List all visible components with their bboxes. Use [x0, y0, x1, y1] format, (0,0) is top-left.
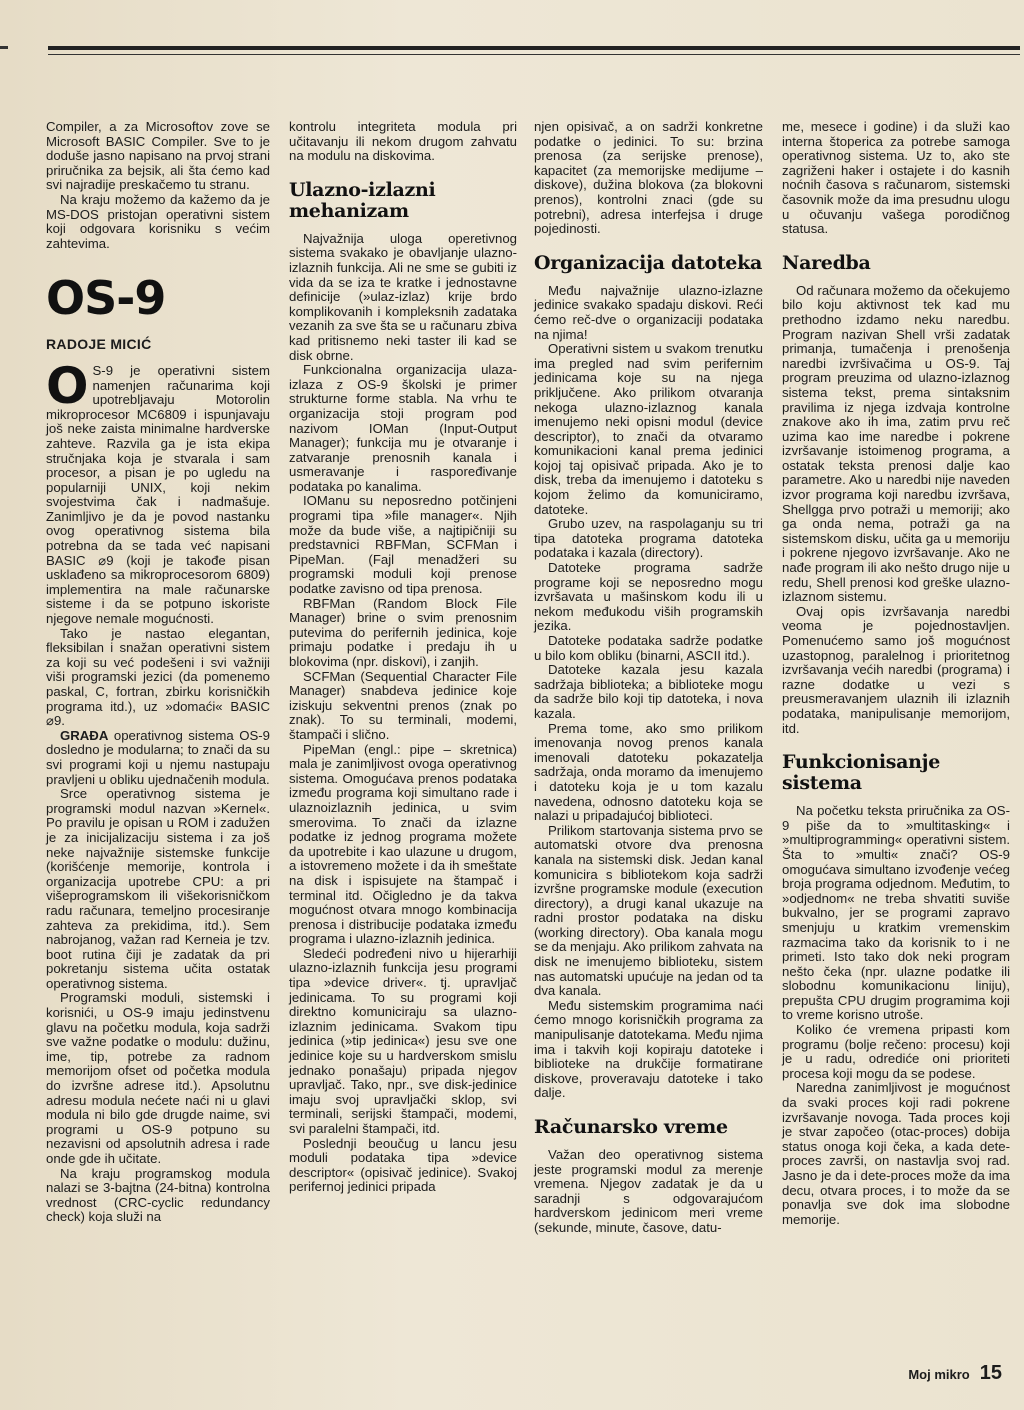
section-heading: Naredba — [782, 251, 871, 274]
header-rule-thin — [48, 54, 1020, 55]
paragraph: Datoteke kazala jesu kazala sadržaja biblioteka; a biblioteke mogu da sadrže bilo koji tip datoteka, i nova kazala. — [534, 662, 763, 721]
paragraph: me, mesece i godine) i da služi kao interna štoperica za potrebe samoga operativnog sistema. Uz to, ako ste zagriženi haker i ostajete i do kasnih noćnih časova s računarom, sistemski časovnik može da ima presudnu ulogu u očuvanju vašega porodičnog statusa. — [782, 119, 1010, 237]
paragraph: Koliko će vremena pripasti kom programu (bolje rečeno: procesu) koji je u radu, odrediće oni prioriteti procesa koji mogu da se podese. — [782, 1022, 1010, 1081]
paragraph: Compiler, a za Microsoftov zove se Microsoft BASIC Compiler. Sve to je doduše jasno napisano na prvoj strani priručnika za bejsik, ali šta ćemo kad svi najradije preskačemo tu stranu. — [46, 119, 270, 193]
paragraph: Sledeći podređeni nivo u hijerarhiji ulazno-izlaznih funkcija jesu programi tipa »device driver«. tj. upravljač jedinicama. To su programi koji direktno komuniciraju sa ulazno-izlaznim jedinicama. Svakom tipu jedinica (»tip jedinica«) jesu sve one jedinice koje su u hardverskom smislu jednako ponašaju) pripada njegov upravljač. Tako, npr., sve disk-jedinice imaju svoj upravljački sklop, svi terminali, serijski štampači, modemi, svi paralelni štampači, itd. — [289, 945, 517, 1136]
paragraph: Ovaj opis izvršavanja naredbi veoma je pojednostavljen. Pomenućemo samo još mogućnost uzastopnog, paralelnog i prioritetnog izvršavanja većih naredbi (programa) i razne dodatke u vezi s preusmeravanjem ulaznih ili izlaznih podataka, manipulisanje memorijom, itd. — [782, 603, 1010, 736]
section-heading: Računarsko vreme — [534, 1116, 728, 1138]
section-heading: Funkcionisanje sistema — [782, 751, 941, 795]
paragraph: PipeMan (engl.: pipe – skretnica) mala je zanimljivost ovoga operativnog sistema. Omogućava prenos podataka između programa koji simultano rade i ulaznoizlaznih jedinica, u svim smerovima. To znači da izlazne podatke iz jednog programa možete da upotrebite i kao ulazune u drugom, a istovremeno možete i da ih smeštate na disk i ispisujete na štampač i terminal itd. Očigledno je da takva mogućnost otvara mnogo kombinacija prenosa i distribucije podataka između programa i ulazno-izlaznih jedinica. — [289, 741, 517, 947]
paragraph: Važan deo operativnog sistema jeste programski modul za merenje vremena. Njegov zadatak je da u saradnji s odgovarajućom hardverskom jedinicom meri vreme (sekunde, minute, časove, datu- — [534, 1147, 763, 1235]
paragraph: Od računara možemo da očekujemo bilo koju aktivnost tek kad mu prethodno izdamo neku naredbu. Program nazivan Shell vrši zadatak primanja, tumačenja i prenošenja naredbi izvršivačima u OS-9. Taj program preuzima od ulazno-izlaznog sistema tekst, prema sintaksnim pravilima iz njega izdvaja kontrolne znakove ako ih ima, zatim prvu reč uzima kao ime naredbe i pokrene izvršavanje istoimenog programa, a ostatak teksta prenosi dalje kao parametre. Ako u naredbi nije naveden izvor programa koji naredbu izvršava, Shellgga prvo potraži u memoriji; ako ga onda nema, potraži ga na sistemskom disku, učita ga u memoriju i pokrene njegovo izvršavanje. Ako ne nađe program ili ako nešto drugo nije u redu, Shell prenosi kod greške ulazno-izlaznom sistemu. — [782, 282, 1010, 605]
drop-cap: O — [46, 356, 89, 415]
paragraph: Programski moduli, sistemski i korisnići, u OS-9 imaju jedinstvenu glavu na početku modula, koja sadrži sve važne podatke o modulu: dužinu, ime, tip, potrebe za radnom memorijom ofset od početka modula do izvršne adrese itd.). Apsolutnu adresu modula nećete naći ni u glavi modula ni bilo gde drugde naime, svi programi u OS-9 potpuno su nezavisni od apsolutnih adresa i rade onde gde ih učitate. — [46, 990, 270, 1166]
paragraph: njen opisivač, a on sadrži konkretne podatke o jedinici. To su: brzina prenosa (za serijske prenose), kapacitet (za memorijske medijume – diskove), dužina blokova (za blokovni prenos), kontrolni znaci (gde su potrebni), adresa interfejsa i druge pojedinosti. — [534, 119, 763, 237]
paragraph: Prema tome, ako smo prilikom imenovanja novog prenos kanala imenovali datoteku pokazatelja sadržaja, onda moramo da imenujemo i datoteku koja je u tom kazalu navedena, odnosno datoteku koja se nalazi u pripadajućoj biblioteci. — [534, 720, 763, 824]
paragraph: Među sistemskim programima naći ćemo mnogo korisničkih programa za manipulisanje datotekama. Među njima ima i takvih koji kopiraju datoteke i biblioteke na drukčije formatirane diskove, proveravaju datoteke i tako dalje. — [534, 997, 763, 1101]
column-1 — [46, 120, 270, 1225]
paragraph: Grubo uzev, na raspolaganju su tri tipa datoteka programa datoteka podataka i kazala (directory). — [534, 516, 763, 561]
paragraph: Najvažnija uloga operetivnog sistema svakako je obavljanje ulazno-izlaznih funkcija. Ali ne sme se gubiti iz vida da se iza te kratke i jednostavne definicije (»ulaz-izlaz) krije brdo komplikovanih i kompleksnih zadataka vezanih za sve šta se u računaru zbiva kad pritisnemo neki taster ili kad se disk obrne. — [289, 230, 517, 363]
paragraph: SCFMan (Sequential Character File Manager) snabdeva jedinice koje iziskuju sekventni prenos (znak po znak). To su terminali, modemi, štampači i slično. — [289, 668, 517, 742]
paragraph-text: S-9 je operativni sistem namenjen računarima koji upotrebljavaju Motorolin mikroprocesor MC6809 i ispunjavaju još neke zaista minimalne hardverske zahteve. Razvila ga je ista ekipa stručnjaka koja je stvarala i sam procesor, a pisan je po ugledu na popularniji UNIX, koji nekim svojestvima čak i nadmašuje. Zanimljivo je da je povod nastanku ovog operativnog sistema bila potrebna da se tada već napisani BASIC ⌀9 (koji je takođe pisan usklađeno sa mikroprocesorom 6809) implementira na male računarske sisteme i da se potpuno iskoriste njegove nemale mogućnosti. — [46, 362, 270, 627]
paragraph: kontrolu integriteta modula pri učitavanju ili nekom drugom zahvatu na modulu na diskovima. — [289, 119, 517, 164]
lead-paragraph — [46, 356, 270, 627]
paragraph: Među najvažnije ulazno-izlazne jedinice svakako spadaju diskovi. Reći ćemo reč-dve o organizaciji podataka na njima! — [534, 282, 763, 342]
paragraph: Tako je nastao elegantan, fleksibilan i snažan operativni sistem za koji su već podešeni i svi važniji viši programski jezici (da pomenemo paskal, C, fortran, zbirku korisničkih programa itd.), uz »domaći« BASIC ⌀9. — [46, 625, 270, 729]
paragraph: Poslednji beoučug u lancu jesu moduli podataka tipa »device descriptor« (opisivač jedinice). Svakoj perifernoj jedinici pripada — [289, 1135, 517, 1195]
magazine-name: Moj mikro — [908, 1367, 970, 1382]
page-number: 15 — [979, 1362, 1002, 1384]
section-lead: GRAĐA — [60, 727, 109, 743]
page-footer — [908, 1362, 1002, 1385]
column-4 — [782, 120, 1010, 1227]
author-byline: RADOJE MICIĆ — [46, 336, 152, 353]
paragraph: Na kraju možemo da kažemo da je MS-DOS pristojan operativni sistem koji odgovara korisniku s većim zahtevima. — [46, 191, 270, 251]
paragraph-text: operativnog sistema OS-9 dosledno je modularna; to znači da su svi programi koji u njemu nastupaju pravljeni u obliku ujednačenih modula. — [46, 727, 270, 787]
paragraph: Datoteke podataka sadrže podatke u bilo kom obliku (binarni, ASCII itd.). — [534, 633, 763, 663]
section-heading: Organizacija datoteka — [534, 251, 762, 274]
paragraph: Datoteke programa sadrže programe koji se neposredno mogu izvršavata u mašinskom kodu ili u nekom međukodu viših programskih jezika. — [534, 560, 763, 634]
paragraph: Operativni sistem u svakom trenutku ima pregled nad svim perifernim jedinicama koje su na njega priključene. Ako prilikom otvaranja nekoga ulazno-izlaznog kanala imenujemo neki opisni modul (device descriptor), to znači da otvaramo komunikacioni kanal prema jedinici kojoj taj opisivač pripada. Ako je to disk, treba da imenujemo i datoteku s kojom želimo da komuniciramo, datoteke. — [534, 341, 763, 517]
paragraph: Srce operativnog sistema je programski modul nazvan »Kernel«. Po pravilu je opisan u ROM i zadužen je za inicijalizaciju sistema i za još neke najvažnije sistemske funkcije (korišćenje memorije, kontrola i organizacija upotrebe CPU: a pri višeprogramskom ili višekorisničkom radu računara, temeljno procesiranje zahteva za prekidima, itd.). Sem nabrojanog, važan rad Kerneia je tzv. boot rutina čiji je zadatak da pri pokretanju sistema učita ostatak operativnog sistema. — [46, 786, 270, 991]
paragraph: Funkcionalna organizacija ulaza-izlaza z OS-9 školski je primer strukturne forme stabla. Na vrhu te organizacija stoji program pod nazivom IOMan (Input-Output Manager); funkcija mu je otvaranje i zatvaranje prenosnih kanala i usmeravanje i raspoređivanje podataka po kanalima. — [289, 362, 517, 494]
section-heading: Ulazno-izlazni mehanizam — [289, 178, 436, 222]
header-rule — [48, 46, 1020, 50]
column-2 — [289, 120, 517, 1195]
article-title: OS-9 — [46, 271, 166, 326]
paragraph: Na kraju programskog modula nalazi se 3-bajtna (24-bitna) kontrolna vrednost (CRC-cyclic redundancy check) koja služi na — [46, 1165, 270, 1225]
paragraph: RBFMan (Random Block File Manager) brine o svim prenosnim putevima do perifernih jedinica, koje primaju podatke i predaju ih u blokovima (npr. diskovi), i zanjih. — [289, 595, 517, 669]
paragraph — [46, 729, 270, 787]
paragraph: Naredna zanimljivost je mogućnost da svaki proces koji radi pokrene izvršavanje novoga. Tada proces koji je stvar započeo (otac-proces) dobija status onoga koji čeka, a kada dete-proces završi, on nastavlja svoj rad. Jasno je da i dete-proces može da ima decu, otvara proces, i to može da se ponavlja sve dok ima slobodne memorije. — [782, 1080, 1010, 1227]
column-3 — [534, 120, 763, 1236]
paragraph: IOManu su neposredno potčinjeni programi tipa »file manager«. Njih može da bude više, a najtipičniji su predstavnici RBFMan, SCFMan i PipeMan. (Fajl menadžeri su programski moduli koji prenose podatke zavisno od tipa prenosa. — [289, 493, 517, 597]
paragraph: Prilikom startovanja sistema prvo se automatski otvore dva prenosna kanala na sistemski disk. Jedan kanal komunicira s bibliotekom koja sadrži izvršne programske module (execution directory), a drugi kanal ukazuje na radni prostor podataka na disku (working directory). Oba kanala mogu se da menjaju. Ako prilikom zahvata na disk ne imenujemo biblioteku, sistem nas automatski upućuje na jedan od ta dva kanala. — [534, 822, 763, 999]
edge-mark — [0, 46, 8, 49]
paragraph: Na početku teksta priručnika za OS-9 piše da to »multitasking« i »multiprogramming« operativni sistem. Šta to »multi« znači? OS-9 omogućava simultano izvođenje većeg broja programa odjednom. Međutim, to »odjednom« ne treba shvatiti suviše bukvalno, jer se programi zapravo smenjuju u kratkim vremenskim razmacima tako da korisnik to i ne primeti. Isto tako dok neki program nešto čeka (npr. ulazne podatke ili slobodnu komunikacionu liniju), prepušta CPU drugim programima koji to vreme korisno utroše. — [782, 803, 1010, 1023]
